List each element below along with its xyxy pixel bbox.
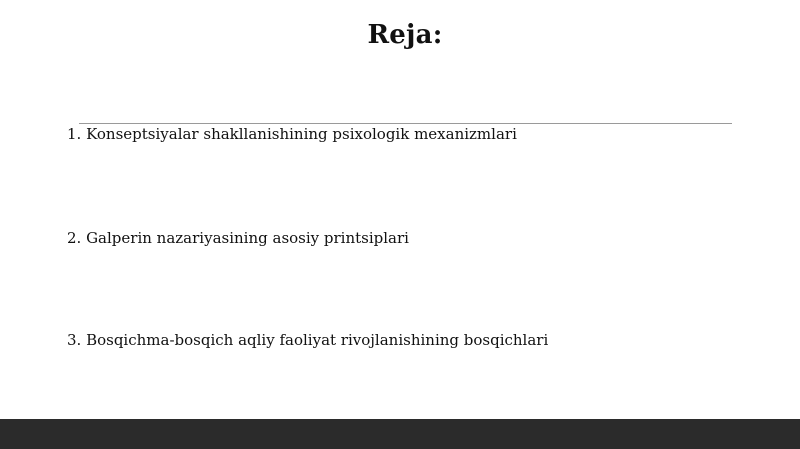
- bottom-toolbar: [0, 419, 800, 449]
- plan-item-1: 1. Konseptsiyalar shakllanishining psixologik mexanizmlari: [67, 125, 517, 143]
- title-divider: [79, 123, 732, 124]
- plan-item-3: 3. Bosqichma-bosqich aqliy faoliyat rivojlanishining bosqichlari: [67, 331, 549, 349]
- slide-title: Reja:: [367, 20, 443, 50]
- plan-item-2: 2. Galperin nazariyasining asosiy printsiplari: [67, 229, 409, 247]
